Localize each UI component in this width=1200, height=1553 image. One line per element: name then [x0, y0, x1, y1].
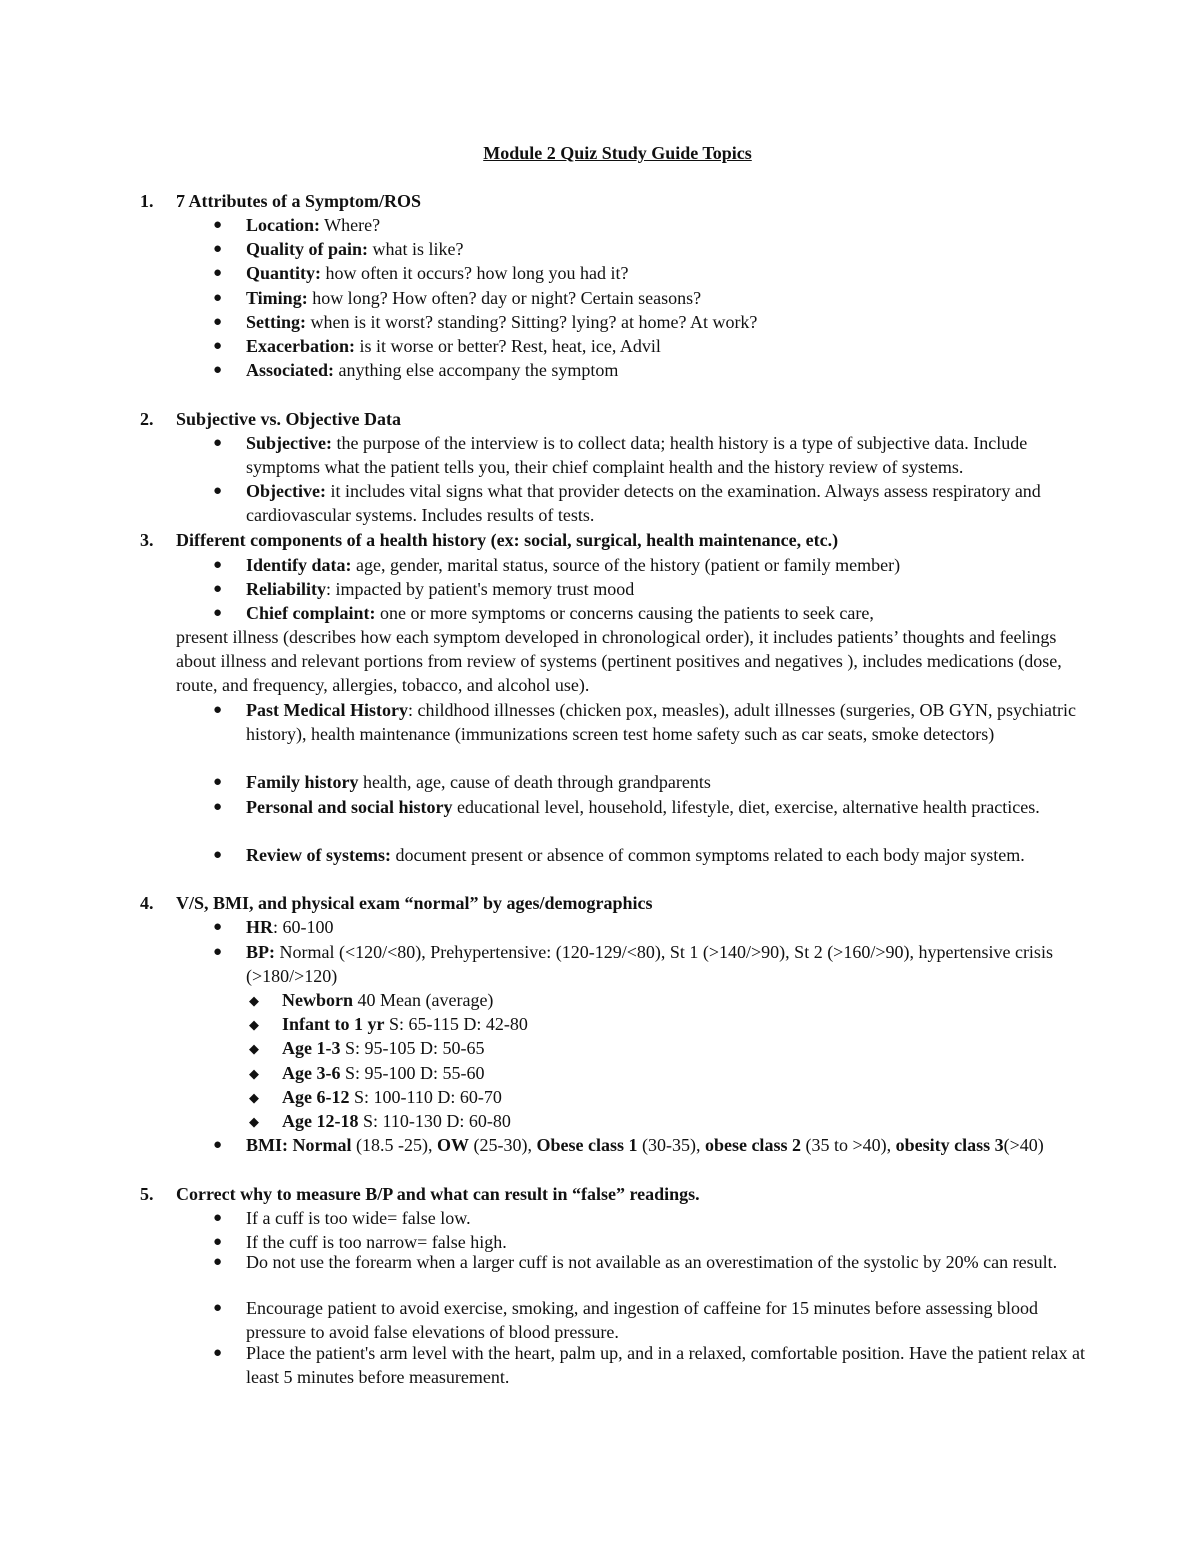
bullet-icon: ● [213, 217, 223, 233]
item-text: how often it occurs? how long you had it? [321, 263, 629, 283]
list-item [213, 1250, 1096, 1274]
item-text: Where? [320, 215, 381, 235]
bullet-icon: ● [213, 919, 223, 935]
age-bp-item [249, 1109, 511, 1133]
bmi-value: (>40) [1003, 1135, 1044, 1155]
diamond-icon: ◆ [249, 1041, 259, 1056]
section-number: 2. [140, 409, 154, 429]
bullet-icon: ● [213, 1210, 223, 1226]
section-2-heading [140, 407, 401, 431]
item-text: : childhood illnesses (chicken pox, measles), adult illnesses (surgeries, OB GYN, psychiatric history), health maintenance (immunizations screen test home safety such as car seats, smoke detectors) [246, 700, 1076, 745]
section-number: 5. [140, 1184, 154, 1204]
diamond-icon: ◆ [249, 1017, 259, 1032]
bullet-icon: ● [213, 557, 223, 573]
item-label: Associated: [246, 360, 334, 380]
item-text: is it worse or better? Rest, heat, ice, Advil [354, 336, 661, 356]
list-item [213, 1341, 1096, 1389]
item-label: Reliability [246, 579, 326, 599]
bullet-icon: ● [213, 847, 223, 863]
hr-item [213, 915, 1096, 939]
item-text: when is it worst? standing? Sitting? lying? at home? At work? [306, 312, 758, 332]
item-text: one or more symptoms or concerns causing the patients to seek care, [375, 603, 874, 623]
bmi-label: BMI: Normal [246, 1135, 352, 1155]
diamond-icon: ◆ [249, 993, 259, 1008]
section-title: Subjective vs. Objective Data [176, 409, 401, 429]
bullet-icon: ● [213, 290, 223, 306]
bmi-label: Obese class 1 [536, 1135, 638, 1155]
list-item [213, 770, 1096, 794]
item-text: anything else accompany the symptom [334, 360, 619, 380]
bmi-value: (35 to >40), [800, 1135, 896, 1155]
item-label: Quality of pain: [246, 239, 369, 259]
item-label: Timing: [246, 288, 308, 308]
bullet-icon: ● [213, 362, 223, 378]
list-item [213, 843, 1096, 867]
item-label: Subjective: [246, 433, 332, 453]
bullet-icon: ● [213, 241, 223, 257]
bullet-icon: ● [213, 774, 223, 790]
list-item [213, 286, 1096, 310]
age-bp-item [249, 988, 494, 1012]
list-item [213, 334, 1096, 358]
list-item [213, 310, 1096, 334]
item-text: : impacted by patient's memory trust mood [326, 579, 635, 599]
list-item [213, 431, 1096, 479]
item-label: Personal and social history [246, 797, 453, 817]
page-title: Module 2 Quiz Study Guide Topics [483, 143, 752, 163]
bullet-icon: ● [213, 314, 223, 330]
section-1-heading [140, 189, 421, 213]
bullet-icon: ● [213, 1137, 223, 1153]
bmi-value: (25-30), [468, 1135, 537, 1155]
bullet-icon: ● [213, 1234, 223, 1250]
age-values: S: 95-105 D: 50-65 [340, 1038, 485, 1058]
item-label: Exacerbation: [246, 336, 355, 356]
item-text: what is like? [368, 239, 464, 259]
item-label: Identify data: [246, 555, 352, 575]
section-title: Different components of a health history (ex: social, surgical, health maintenance, etc.) [176, 530, 839, 550]
bullet-icon: ● [213, 581, 223, 597]
age-values: S: 95-100 D: 55-60 [340, 1063, 485, 1083]
item-label: Quantity: [246, 263, 322, 283]
list-item [213, 795, 1096, 819]
item-text: Do not use the forearm when a larger cuff is not available as an overestimation of the systolic by 20% can result. [246, 1252, 1058, 1272]
age-values: S: 100-110 D: 60-70 [349, 1087, 502, 1107]
bullet-icon: ● [213, 1300, 223, 1316]
section-title: Correct why to measure B/P and what can result in “false” readings. [176, 1184, 700, 1204]
item-label: Location: [246, 215, 320, 235]
list-item [213, 1296, 1096, 1344]
bullet-icon: ● [213, 338, 223, 354]
item-text: the purpose of the interview is to collect data; health history is a type of subjective data. Include symptoms what the patient tells you, their chief complaint health and the history review of systems. [246, 433, 1028, 478]
list-item [213, 479, 1096, 527]
age-label: Infant to 1 yr [282, 1014, 385, 1034]
section-5-heading [140, 1182, 700, 1206]
item-label: Family history [246, 772, 359, 792]
bullet-icon: ● [213, 799, 223, 815]
age-bp-item [249, 1036, 485, 1060]
section-title: 7 Attributes of a Symptom/ROS [176, 191, 422, 211]
age-bp-item [249, 1085, 502, 1109]
list-item [213, 213, 1096, 237]
bullet-icon: ● [213, 265, 223, 281]
age-values: S: 65-115 D: 42-80 [384, 1014, 528, 1034]
list-item [213, 261, 1096, 285]
list-item [213, 601, 1096, 625]
age-label: Newborn [282, 990, 353, 1010]
item-label: HR [246, 917, 273, 937]
age-label: Age 12-18 [282, 1111, 359, 1131]
section-title: V/S, BMI, and physical exam “normal” by ages/demographics [176, 893, 653, 913]
item-text: document present or absence of common symptoms related to each body major system. [390, 845, 1025, 865]
list-item [213, 1206, 1096, 1230]
list-item [213, 577, 1096, 601]
section-4-heading [140, 891, 653, 915]
age-label: Age 1-3 [282, 1038, 341, 1058]
age-label: Age 3-6 [282, 1063, 341, 1083]
age-bp-item [249, 1012, 528, 1036]
bmi-label: obese class 2 [704, 1135, 801, 1155]
list-item [213, 698, 1096, 746]
diamond-icon: ◆ [249, 1090, 259, 1105]
section-number: 3. [140, 530, 154, 550]
present-illness-paragraph: present illness (describes how each symptom developed in chronological order), it includes patients’ thoughts and feelings about illness and relevant portions from review of systems (pertinent positives and negatives ), includes medications (dose, route, and frequency, allergies, tobacco, and alcohol use). [176, 627, 1062, 696]
item-label: BP: [246, 942, 275, 962]
bmi-item [213, 1133, 1096, 1157]
item-text: If the cuff is too narrow= false high. [246, 1232, 507, 1252]
list-item [213, 553, 1096, 577]
item-text: Encourage patient to avoid exercise, smoking, and ingestion of caffeine for 15 minutes before assessing blood pressure to avoid false elevations of blood pressure. [246, 1298, 1038, 1343]
bp-item [213, 940, 1096, 988]
list-item [213, 358, 1096, 382]
item-text: health, age, cause of death through grandparents [358, 772, 711, 792]
item-text: Place the patient's arm level with the heart, palm up, and in a relaxed, comfortable position. Have the patient relax at least 5 minutes before measurement. [246, 1343, 1085, 1388]
bullet-icon: ● [213, 702, 223, 718]
item-text: it includes vital signs what that provider detects on the examination. Always assess respiratory and cardiovascular systems. Includes results of tests. [246, 481, 1041, 526]
item-text: how long? How often? day or night? Certain seasons? [307, 288, 702, 308]
bullet-icon: ● [213, 435, 223, 451]
item-label: Chief complaint: [246, 603, 376, 623]
section-3-heading [140, 528, 838, 552]
section-number: 4. [140, 893, 154, 913]
bmi-value: (30-35), [637, 1135, 705, 1155]
item-text: : 60-100 [273, 917, 334, 937]
item-label: Past Medical History [246, 700, 408, 720]
item-text: age, gender, marital status, source of the history (patient or family member) [351, 555, 901, 575]
age-values: S: 110-130 D: 60-80 [358, 1111, 511, 1131]
item-text: If a cuff is too wide= false low. [246, 1208, 471, 1228]
item-label: Setting: [246, 312, 306, 332]
item-text: educational level, household, lifestyle, diet, exercise, alternative health practices. [452, 797, 1040, 817]
bullet-icon: ● [213, 605, 223, 621]
bullet-icon: ● [213, 944, 223, 960]
age-values: 40 Mean (average) [353, 990, 494, 1010]
bmi-label: obesity class 3 [895, 1135, 1004, 1155]
item-label: Review of systems: [246, 845, 391, 865]
bullet-icon: ● [213, 1254, 223, 1270]
bullet-icon: ● [213, 483, 223, 499]
age-bp-item [249, 1061, 485, 1085]
bullet-icon: ● [213, 1345, 223, 1361]
item-text: Normal (<120/<80), Prehypertensive: (120-129/<80), St 1 (>140/>90), St 2 (>160/>90), hypertensive crisis (>180/>120) [246, 942, 1053, 987]
bmi-value: (18.5 -25), [351, 1135, 437, 1155]
age-label: Age 6-12 [282, 1087, 350, 1107]
item-label: Objective: [246, 481, 326, 501]
bmi-label: OW [436, 1135, 469, 1155]
diamond-icon: ◆ [249, 1066, 259, 1081]
section-number: 1. [140, 191, 154, 211]
diamond-icon: ◆ [249, 1114, 259, 1129]
list-item [213, 237, 1096, 261]
